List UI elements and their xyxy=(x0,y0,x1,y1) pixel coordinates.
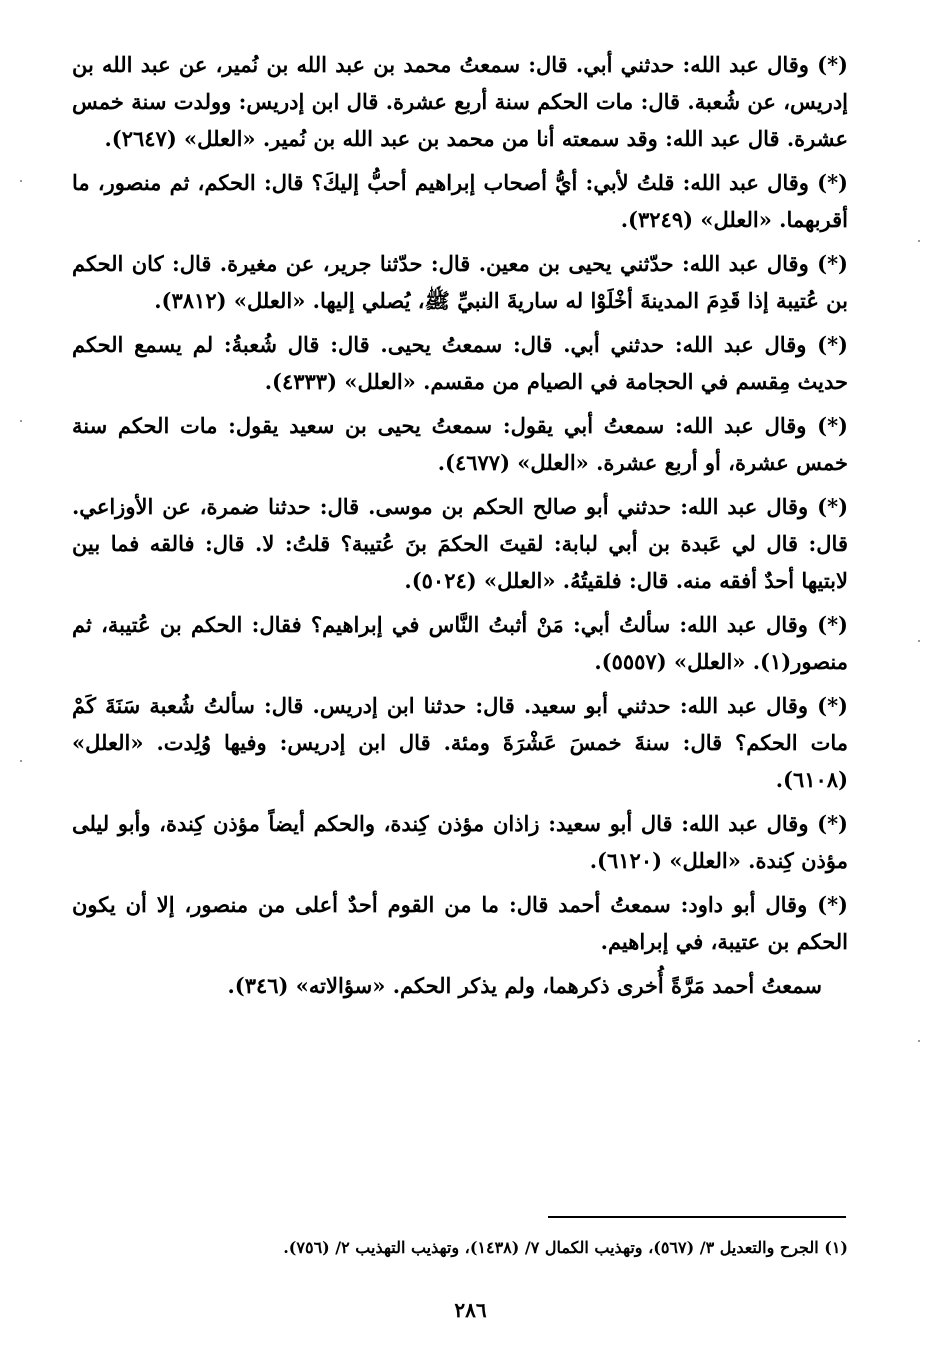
footnote-divider xyxy=(548,1216,846,1218)
paragraph-11: سمعتُ أحمد مَرَّةً أُخرى ذكرهما، ولم يذكر الحكم. «سؤالاته» (٣٤٦). xyxy=(227,973,822,998)
page-number: ٢٨٦ xyxy=(454,1298,487,1322)
paragraph-10: (*) وقال أبو داود: سمعتُ أحمد قال: ما من القوم أحدٌ أعلى من منصور، إلا أن يكون الحكم بن عتيبة، في إبراهيم. xyxy=(72,892,848,954)
paragraph-6: (*) وقال عبد الله: حدثني أبو صالح الحكم بن موسى. قال: حدثنا ضمرة، عن الأوزاعي. قال: قال لي عَبدة بن أبي لبابة: لقيتَ الحكمَ بنَ عُتيبة؟ قلتُ: لا. قال: فالقه فما بين لابتيها أحدٌ أفقه منه. قال: فلقيتُهُ. «العلل» (٥٠٢٤). xyxy=(72,494,849,593)
footnote: (١) الجرح والتعديل ٣/ (٥٦٧)، وتهذيب الكمال ٧/ (١٤٣٨)، وتهذيب التهذيب ٢/ (٧٥٦). xyxy=(283,1238,848,1257)
paragraph-5: (*) وقال عبد الله: سمعتُ أبي يقول: سمعتُ يحيى بن سعيد يقول: مات الحكم سنة خمس عشرة، أو أربع عشرة. «العلل» (٤٦٧٧). xyxy=(72,413,848,475)
scan-speck xyxy=(20,420,22,422)
paragraph-2: (*) وقال عبد الله: قلتُ لأبي: أيُّ أصحاب إبراهيم أحبُّ إليكَ؟ قال: الحكم، ثم منصور، ما أقربهما. «العلل» (٣٢٤٩). xyxy=(72,170,848,232)
paragraph-4: (*) وقال عبد الله: حدثني أبي. قال: سمعتُ يحيى. قال: قال شُعبةُ: لم يسمع الحكم حديث مِقسم في الحجامة في الصيام من مقسم. «العلل» (٤٣٣٣). xyxy=(72,332,848,394)
scan-speck xyxy=(20,760,22,762)
main-text xyxy=(72,46,848,1011)
scan-speck xyxy=(918,1040,920,1042)
paragraph-9: (*) وقال عبد الله: قال أبو سعيد: زاذان مؤذن كِندة، والحكم أيضاً مؤذن كِندة، وأبو ليلى مؤذن كِندة. «العلل» (٦١٢٠). xyxy=(72,811,848,873)
paragraph-3: (*) وقال عبد الله: حدّثني يحيى بن معين. قال: حدّثنا جرير، عن مغيرة. قال: كان الحكم بن عُتيبة إذا قَدِمَ المدينةَ أخْلَوْا له ساريةَ النبيِّ ﷺ، يُصلي إليها. «العلل» (٣٨١٢). xyxy=(72,251,848,313)
scan-speck xyxy=(918,240,920,242)
paragraph-1: (*) وقال عبد الله: حدثني أبي. قال: سمعتُ محمد بن عبد الله بن نُمير، عن عبد الله بن إدريس، عن شُعبة. قال: مات الحكم سنة أربع عشرة. قال ابن إدريس: وولدت سنة خمس عشرة. قال عبد الله: وقد سمعته أنا من محمد بن عبد الله بن نُمير. «العلل» (٢٦٤٧). xyxy=(72,52,848,151)
paragraph-8: (*) وقال عبد الله: حدثني أبو سعيد. قال: حدثنا ابن إدريس. قال: سألتُ شُعبة سَنَةَ كَمْ مات الحكم؟ قال: سنةَ خمسَ عَشْرَةَ ومئة. قال ابن إدريس: وفيها وُلِدت. «العلل» (٦١٠٨). xyxy=(72,693,848,792)
scan-speck xyxy=(918,640,920,642)
scan-speck xyxy=(20,180,22,182)
paragraph-7: (*) وقال عبد الله: سألتُ أبي: مَنْ أثبتُ النَّاس في إبراهيم؟ فقال: الحكم بن عُتيبة، ثم منصور(١). «العلل» (٥٥٥٧). xyxy=(72,612,848,674)
